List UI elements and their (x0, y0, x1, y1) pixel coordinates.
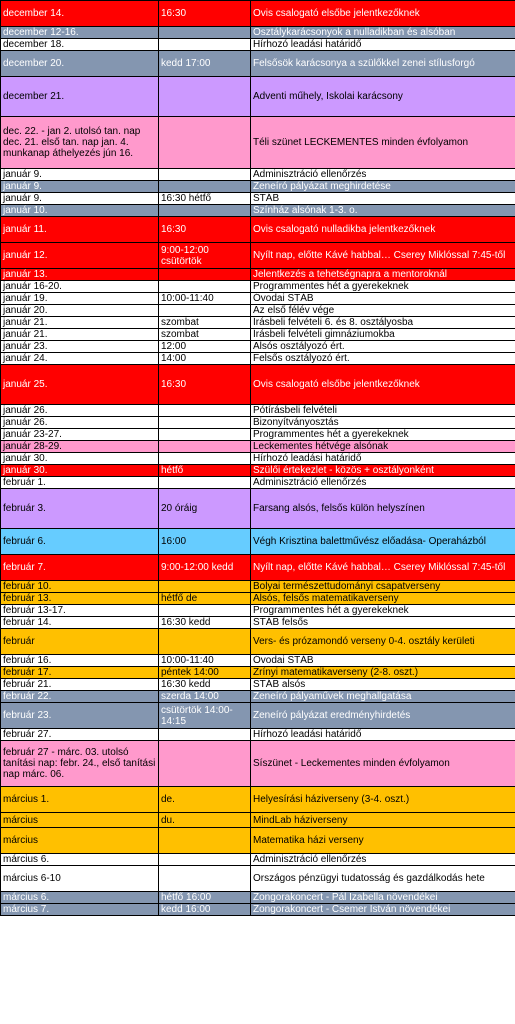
event-time-cell: 16:00 (159, 529, 251, 555)
table-row (1, 77, 515, 117)
event-title-cell: Zeneíró pályaművek meghallgatása (251, 691, 515, 703)
table-row (1, 317, 515, 329)
table-row (1, 169, 515, 181)
table-row (1, 39, 515, 51)
event-title-cell: Bolyai természettudományi csapatverseny (251, 581, 515, 593)
event-date-cell: március 1. (1, 787, 159, 813)
event-time-cell (159, 729, 251, 741)
table-row (1, 813, 515, 828)
table-row (1, 555, 515, 581)
event-date-cell: február (1, 629, 159, 655)
event-time-cell: de. (159, 787, 251, 813)
table-row (1, 341, 515, 353)
table-row (1, 581, 515, 593)
event-date-cell: február 10. (1, 581, 159, 593)
event-time-cell: kedd 16:00 (159, 904, 251, 916)
event-time-cell (159, 629, 251, 655)
event-time-cell: 16:30 hétfő (159, 193, 251, 205)
event-title-cell: Felsős osztályozó ért. (251, 353, 515, 365)
event-time-cell (159, 581, 251, 593)
table-row (1, 293, 515, 305)
table-row (1, 605, 515, 617)
event-date-cell: január 23-27. (1, 429, 159, 441)
table-row (1, 617, 515, 629)
table-row (1, 269, 515, 281)
event-title-cell: Matematika házi verseny (251, 828, 515, 854)
event-time-cell: 14:00 (159, 353, 251, 365)
event-date-cell: január 9. (1, 193, 159, 205)
event-time-cell: hétfő (159, 465, 251, 477)
table-row (1, 51, 515, 77)
event-time-cell: 16:30 (159, 217, 251, 243)
event-date-cell: január 26. (1, 405, 159, 417)
event-date-cell: február 6. (1, 529, 159, 555)
table-row (1, 667, 515, 679)
event-date-cell: február 27 - márc. 03. utolsó tanítási nap: febr. 24., első tanítási nap márc. 06. (1, 741, 159, 787)
event-time-cell: 9:00-12:00 csütörtök (159, 243, 251, 269)
event-date-cell: március 6. (1, 854, 159, 866)
event-title-cell: Zongorakoncert - Pál Izabella növendékei (251, 892, 515, 904)
event-title-cell: Az első félév vége (251, 305, 515, 317)
event-title-cell: Programmentes hét a gyerekeknek (251, 605, 515, 617)
event-date-cell: február 17. (1, 667, 159, 679)
table-row (1, 353, 515, 365)
event-date-cell: február 7. (1, 555, 159, 581)
table-row (1, 741, 515, 787)
event-date-cell: március (1, 813, 159, 828)
event-time-cell (159, 181, 251, 193)
event-time-cell (159, 854, 251, 866)
table-row (1, 217, 515, 243)
event-date-cell: január 9. (1, 169, 159, 181)
event-time-cell (159, 429, 251, 441)
event-time-cell (159, 405, 251, 417)
table-row (1, 281, 515, 293)
event-time-cell (159, 605, 251, 617)
event-date-cell: december 14. (1, 1, 159, 27)
event-date-cell: január 25. (1, 365, 159, 405)
event-title-cell: Óvodai STÁB (251, 293, 515, 305)
event-title-cell: Pótírásbeli felvételi (251, 405, 515, 417)
event-time-cell (159, 866, 251, 892)
event-title-cell: Országos pénzügyi tudatosság és gazdálkodás hete (251, 866, 515, 892)
event-time-cell (159, 828, 251, 854)
event-time-cell (159, 39, 251, 51)
event-date-cell: február 3. (1, 489, 159, 529)
event-time-cell: 16:30 (159, 1, 251, 27)
schedule-rows (1, 1, 515, 916)
event-date-cell: január 26. (1, 417, 159, 429)
event-title-cell: Helyesírási háziverseny (3-4. oszt.) (251, 787, 515, 813)
event-time-cell (159, 205, 251, 217)
event-title-cell: Zongorakoncert - Csemer István növendékei (251, 904, 515, 916)
event-time-cell (159, 441, 251, 453)
event-title-cell: Osztálykarácsonyok a nulladikban és alsóban (251, 27, 515, 39)
event-title-cell: Jelentkezés a tehetségnapra a mentoroknál (251, 269, 515, 281)
table-row (1, 703, 515, 729)
table-row (1, 1, 515, 27)
event-title-cell: Leckementes hétvége alsónak (251, 441, 515, 453)
table-row (1, 365, 515, 405)
event-date-cell: január 10. (1, 205, 159, 217)
event-date-cell: január 9. (1, 181, 159, 193)
event-time-cell (159, 27, 251, 39)
event-title-cell: STÁB (251, 193, 515, 205)
event-date-cell: március 6. (1, 892, 159, 904)
event-date-cell: január 13. (1, 269, 159, 281)
event-title-cell: Írásbeli felvételi 6. és 8. osztályosba (251, 317, 515, 329)
event-time-cell (159, 741, 251, 787)
table-row (1, 679, 515, 691)
event-date-cell: február 13. (1, 593, 159, 605)
event-title-cell: Zeneíró pályázat meghirdetése (251, 181, 515, 193)
table-row (1, 417, 515, 429)
event-time-cell: 10:00-11:40 (159, 655, 251, 667)
event-title-cell: Színház alsónak 1-3. o. (251, 205, 515, 217)
table-row (1, 329, 515, 341)
table-row (1, 453, 515, 465)
event-time-cell: 16:30 kedd (159, 679, 251, 691)
event-date-cell: március 7. (1, 904, 159, 916)
table-row (1, 405, 515, 417)
table-row (1, 305, 515, 317)
event-time-cell: szombat (159, 317, 251, 329)
table-row (1, 866, 515, 892)
table-row (1, 629, 515, 655)
event-title-cell: Adminisztráció ellenőrzés (251, 477, 515, 489)
event-time-cell: 16:30 (159, 365, 251, 405)
event-title-cell: Téli szünet LECKEMENTES minden évfolyamon (251, 117, 515, 169)
event-date-cell: december 21. (1, 77, 159, 117)
event-date-cell: március (1, 828, 159, 854)
event-time-cell: 10:00-11:40 (159, 293, 251, 305)
event-title-cell: Adventi műhely, Iskolai karácsony (251, 77, 515, 117)
event-time-cell: hétfő de (159, 593, 251, 605)
event-title-cell: Farsang alsós, felsős külön helyszínen (251, 489, 515, 529)
event-title-cell: Írásbeli felvételi gimnáziumokba (251, 329, 515, 341)
event-date-cell: december 20. (1, 51, 159, 77)
event-date-cell: január 16-20. (1, 281, 159, 293)
event-time-cell: 9:00-12:00 kedd (159, 555, 251, 581)
table-row (1, 465, 515, 477)
event-title-cell: STÁB alsós (251, 679, 515, 691)
event-title-cell: Hírhozó leadási határidő (251, 39, 515, 51)
event-date-cell: dec. 22. - jan 2. utolsó tan. nap dec. 21. első tan. nap jan. 4. munkanap áthelyezés jún 16. (1, 117, 159, 169)
event-date-cell: február 21. (1, 679, 159, 691)
table-row (1, 117, 515, 169)
table-row (1, 489, 515, 529)
event-time-cell: 16:30 kedd (159, 617, 251, 629)
event-title-cell: Zeneíró pályázat eredményhirdetés (251, 703, 515, 729)
event-date-cell: február 1. (1, 477, 159, 489)
event-title-cell: Vers- és prózamondó verseny 0-4. osztály kerületi (251, 629, 515, 655)
event-title-cell: Felsősök karácsonya a szülőkkel zenei stílusforgó (251, 51, 515, 77)
event-title-cell: Zrínyi matematikaverseny (2-8. oszt.) (251, 667, 515, 679)
event-time-cell: 12:00 (159, 341, 251, 353)
event-time-cell (159, 417, 251, 429)
event-date-cell: február 16. (1, 655, 159, 667)
event-date-cell: január 30. (1, 465, 159, 477)
event-title-cell: Hírhozó leadási határidő (251, 729, 515, 741)
event-time-cell (159, 269, 251, 281)
event-date-cell: február 23. (1, 703, 159, 729)
table-row (1, 593, 515, 605)
table-row (1, 691, 515, 703)
table-row (1, 243, 515, 269)
event-date-cell: március 6-10 (1, 866, 159, 892)
table-row (1, 441, 515, 453)
event-title-cell: Óvodai STÁB (251, 655, 515, 667)
event-date-cell: január 19. (1, 293, 159, 305)
event-time-cell (159, 117, 251, 169)
table-row (1, 729, 515, 741)
event-date-cell: január 28-29. (1, 441, 159, 453)
event-time-cell: kedd 17:00 (159, 51, 251, 77)
table-row (1, 854, 515, 866)
event-date-cell: december 12-16. (1, 27, 159, 39)
event-time-cell: hétfő 16:00 (159, 892, 251, 904)
event-date-cell: február 13-17. (1, 605, 159, 617)
event-title-cell: Nyílt nap, előtte Kávé habbal… Cserey Miklóssal 7:45-től (251, 555, 515, 581)
event-date-cell: január 21. (1, 329, 159, 341)
event-date-cell: február 22. (1, 691, 159, 703)
event-date-cell: február 14. (1, 617, 159, 629)
event-title-cell: Végh Krisztina balettművész előadása- Operaházból (251, 529, 515, 555)
table-row (1, 892, 515, 904)
table-row (1, 828, 515, 854)
table-row (1, 787, 515, 813)
event-time-cell (159, 305, 251, 317)
event-date-cell: január 21. (1, 317, 159, 329)
event-title-cell: Adminisztráció ellenőrzés (251, 169, 515, 181)
event-date-cell: január 23. (1, 341, 159, 353)
event-title-cell: Síszünet - Leckementes minden évfolyamon (251, 741, 515, 787)
event-title-cell: STÁB felsős (251, 617, 515, 629)
event-title-cell: MindLab háziverseny (251, 813, 515, 828)
table-row (1, 655, 515, 667)
event-date-cell: december 18. (1, 39, 159, 51)
table-row (1, 193, 515, 205)
event-title-cell: Alsós osztályozó ért. (251, 341, 515, 353)
event-title-cell: Programmentes hét a gyerekeknek (251, 429, 515, 441)
event-time-cell: szombat (159, 329, 251, 341)
event-time-cell: csütörtök 14:00-14:15 (159, 703, 251, 729)
table-row (1, 904, 515, 916)
event-date-cell: január 24. (1, 353, 159, 365)
event-time-cell: szerda 14:00 (159, 691, 251, 703)
event-date-cell: február 27. (1, 729, 159, 741)
event-time-cell: péntek 14:00 (159, 667, 251, 679)
event-title-cell: Ovis csalogató elsőbe jelentkezőknek (251, 1, 515, 27)
event-date-cell: január 11. (1, 217, 159, 243)
event-title-cell: Szülői értekezlet - közös + osztályonként (251, 465, 515, 477)
table-row (1, 477, 515, 489)
table-row (1, 27, 515, 39)
event-date-cell: január 30. (1, 453, 159, 465)
event-time-cell (159, 477, 251, 489)
event-time-cell (159, 281, 251, 293)
event-time-cell (159, 169, 251, 181)
table-row (1, 529, 515, 555)
event-time-cell (159, 77, 251, 117)
event-time-cell: du. (159, 813, 251, 828)
event-title-cell: Programmentes hét a gyerekeknek (251, 281, 515, 293)
event-title-cell: Nyílt nap, előtte Kávé habbal… Cserey Miklóssal 7:45-től (251, 243, 515, 269)
event-date-cell: január 20. (1, 305, 159, 317)
table-row (1, 205, 515, 217)
event-title-cell: Adminisztráció ellenőrzés (251, 854, 515, 866)
event-date-cell: január 12. (1, 243, 159, 269)
event-title-cell: Ovis csalogató elsőbe jelentkezőknek (251, 365, 515, 405)
event-time-cell: 20 óráig (159, 489, 251, 529)
table-row (1, 181, 515, 193)
event-time-cell (159, 453, 251, 465)
event-title-cell: Ovis csalogató nulladikba jelentkezőknek (251, 217, 515, 243)
event-title-cell: Alsós, felsős matematikaverseny (251, 593, 515, 605)
event-title-cell: Hírhozó leadási határidő (251, 453, 515, 465)
event-title-cell: Bizonyítványosztás (251, 417, 515, 429)
table-row (1, 429, 515, 441)
